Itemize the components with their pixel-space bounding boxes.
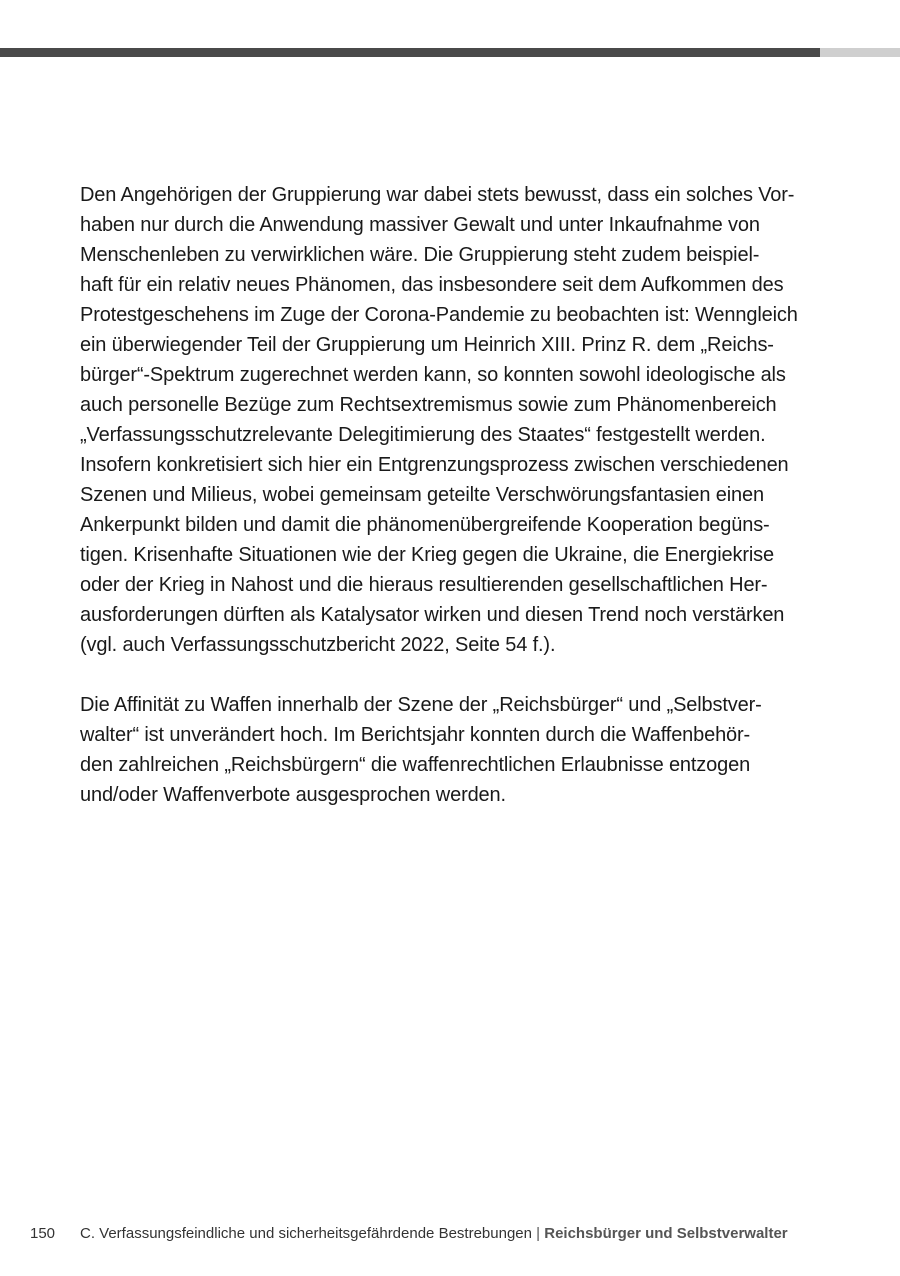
text-line: haft für ein relativ neues Phänomen, das insbesondere seit dem Aufkommen des [80,274,784,296]
text-line: und/oder Waffenverbote ausgesprochen werden. [80,784,506,806]
page-number: 150 [30,1225,56,1242]
running-footer [80,1222,788,1246]
header-rule-light-segment [820,48,900,57]
text-line: ausforderungen dürften als Katalysator wirken und diesen Trend noch verstärken [80,604,785,626]
text-line: Ankerpunkt bilden und damit die phänomenübergreifende Kooperation begüns- [80,514,770,536]
text-line: Szenen und Milieus, wobei gemeinsam geteilte Verschwörungsfantasien einen [80,484,764,506]
footer-separator: | [536,1225,541,1242]
text-line: Die Affinität zu Waffen innerhalb der Szene der „Reichsbürger“ und „Selbstver- [80,694,762,716]
text-line: „Verfassungsschutzrelevante Delegitimierung des Staates“ festgestellt werden. [80,424,766,446]
text-line: Den Angehörigen der Gruppierung war dabei stets bewusst, dass ein solches Vor- [80,184,795,206]
text-line: bürger“-Spektrum zugerechnet werden kann, so konnten sowohl ideologische als [80,364,786,386]
text-line: Menschenleben zu verwirklichen wäre. Die Gruppierung steht zudem beispiel- [80,244,760,266]
text-line: auch personelle Bezüge zum Rechtsextremismus sowie zum Phänomenbereich [80,394,777,416]
text-line: Protestgeschehens im Zuge der Corona-Pandemie zu beobachten ist: Wenngleich [80,304,798,326]
header-rule [0,48,900,57]
header-rule-dark-segment [0,48,820,57]
text-line: haben nur durch die Anwendung massiver Gewalt und unter Inkaufnahme von [80,214,760,236]
text-line: oder der Krieg in Nahost und die hieraus resultierenden gesellschaftlichen Her- [80,574,768,596]
page-footer [30,1222,870,1246]
footer-chapter: C. Verfassungsfeindliche und sicherheitsgefährdende Bestrebungen [80,1225,532,1242]
text-line: den zahlreichen „Reichsbürgern“ die waffenrechtlichen Erlaubnisse entzogen [80,754,751,776]
text-line: tigen. Krisenhafte Situationen wie der Krieg gegen die Ukraine, die Energiekrise [80,544,774,566]
body-text [80,180,820,840]
text-line: (vgl. auch Verfassungsschutzbericht 2022, Seite 54 f.). [80,634,556,656]
footer-section: Reichsbürger und Selbstverwalter [544,1225,788,1242]
text-line: walter“ ist unverändert hoch. Im Berichtsjahr konnten durch die Waffenbehör- [80,724,751,746]
text-line: ein überwiegender Teil der Gruppierung um Heinrich XIII. Prinz R. dem „Reichs- [80,334,774,356]
paragraph-1 [80,180,820,660]
paragraph-2 [80,690,820,810]
text-line: Insofern konkretisiert sich hier ein Entgrenzungsprozess zwischen verschiedenen [80,454,789,476]
